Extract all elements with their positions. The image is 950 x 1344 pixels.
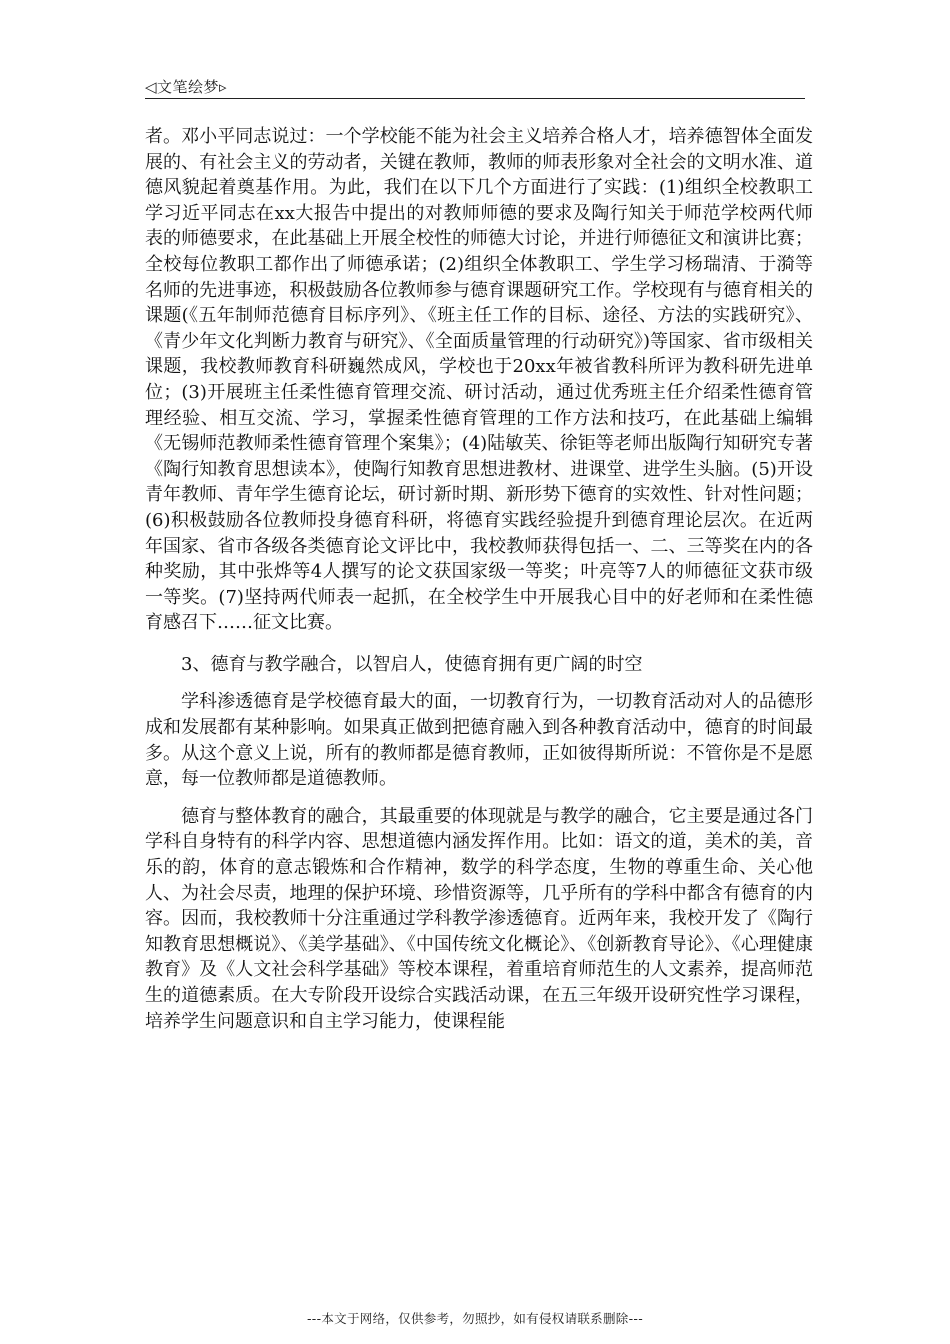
- page-header: [145, 74, 805, 99]
- footer-disclaimer: ---本文于网络，仅供参考，勿照抄，如有侵权请联系删除---: [306, 1311, 644, 1326]
- paragraph: 学科渗透德育是学校德育最大的面，一切教育行为，一切教育活动对人的品德形成和发展都有某种影响。如果真正做到把德育融入到各种教育活动中，德育的时间最多。从这个意义上说，所有的教师都是德育教师，正如彼得斯所说：不管你是不是愿意，每一位教师都是道德教师。: [145, 691, 813, 790]
- paragraph-continued: 者。邓小平同志说过：一个学校能不能为社会主义培养合格人才，培养德智体全面发展的、有社会主义的劳动者，关键在教师，教师的师表形象对全社会的文明水准、道德风貌起着奠基作用。为此，我们在以下几个方面进行了实践：(1)组织全校教职工学习近平同志在xx大报告中提出的对教师师德的要求及陶行知关于师范学校两代师表的师德要求，在此基础上开展全校性的师德大讨论，并进行师德征文和演讲比赛；全校每位教职工都作出了师德承诺；(2)组织全体教职工、学生学习杨瑞清、于漪等名师的先进事迹，积极鼓励各位教师参与德育课题研究工作。学校现有与德育相关的课题(《五年制师范德育目标序列》、《班主任工作的目标、途径、方法的实践研究》、《青少年文化判断力教育与研究》、《全面质量管理的行动研究》)等国家、省市级相关课题，我校教师教育科研巍然成风，学校也于20xx年被省教科所评为教科研先进单位；(3)开展班主任柔性德育管理交流、研讨活动，通过优秀班主任介绍柔性德育管理经验、相互交流、学习，掌握柔性德育管理的工作方法和技巧，在此基础上编辑《无锡师范教师柔性德育管理个案集》；(4)陆敏芙、徐钜等老师出版陶行知研究专著《陶行知教育思想读本》，使陶行知教育思想进教材、进课堂、进学生头脑。(5)开设青年教师、青年学生德育论坛，研讨新时期、新形势下德育的实效性、针对性问题；(6)积极鼓励各位教师投身德育科研，将德育实践经验提升到德育理论层次。在近两年国家、省市各级各类德育论文评比中，我校教师获得包括一、二、三等奖在内的各种奖励，其中张烨等4人撰写的论文获国家级一等奖；叶亮等7人的师德征文获市级一等奖。(7)坚持两代师表一起抓，在全校学生中开展我心目中的好老师和在柔性德育感召下……征文比赛。: [145, 126, 813, 634]
- document-body: [145, 124, 813, 1034]
- section-heading-3: 3、德育与教学融合，以智启人，使德育拥有更广阔的时空: [181, 653, 643, 675]
- paragraph: 德育与整体教育的融合，其最重要的体现就是与教学的融合，它主要是通过各门学科自身特有的科学内容、思想道德内涵发挥作用。比如：语文的道，美术的美，音乐的韵，体育的意志锻炼和合作精神，数学的科学态度，生物的尊重生命、关心他人、为社会尽责，地理的保护环境、珍惜资源等，几乎所有的学科中都含有德育的内容。因而，我校教师十分注重通过学科教学渗透德育。近两年来，我校开发了《陶行知教育思想概说》、《美学基础》、《中国传统文化概论》、《创新教育导论》、《心理健康教育》及《人文社会科学基础》等校本课程，着重培育师范生的人文素养，提高师范生的道德素质。在大专阶段开设综合实践活动课，在五三年级开设研究性学习课程，培养学生问题意识和自主学习能力，使课程能: [145, 805, 813, 1032]
- brand-logo-text: ◁文笔绘梦▹: [145, 78, 228, 96]
